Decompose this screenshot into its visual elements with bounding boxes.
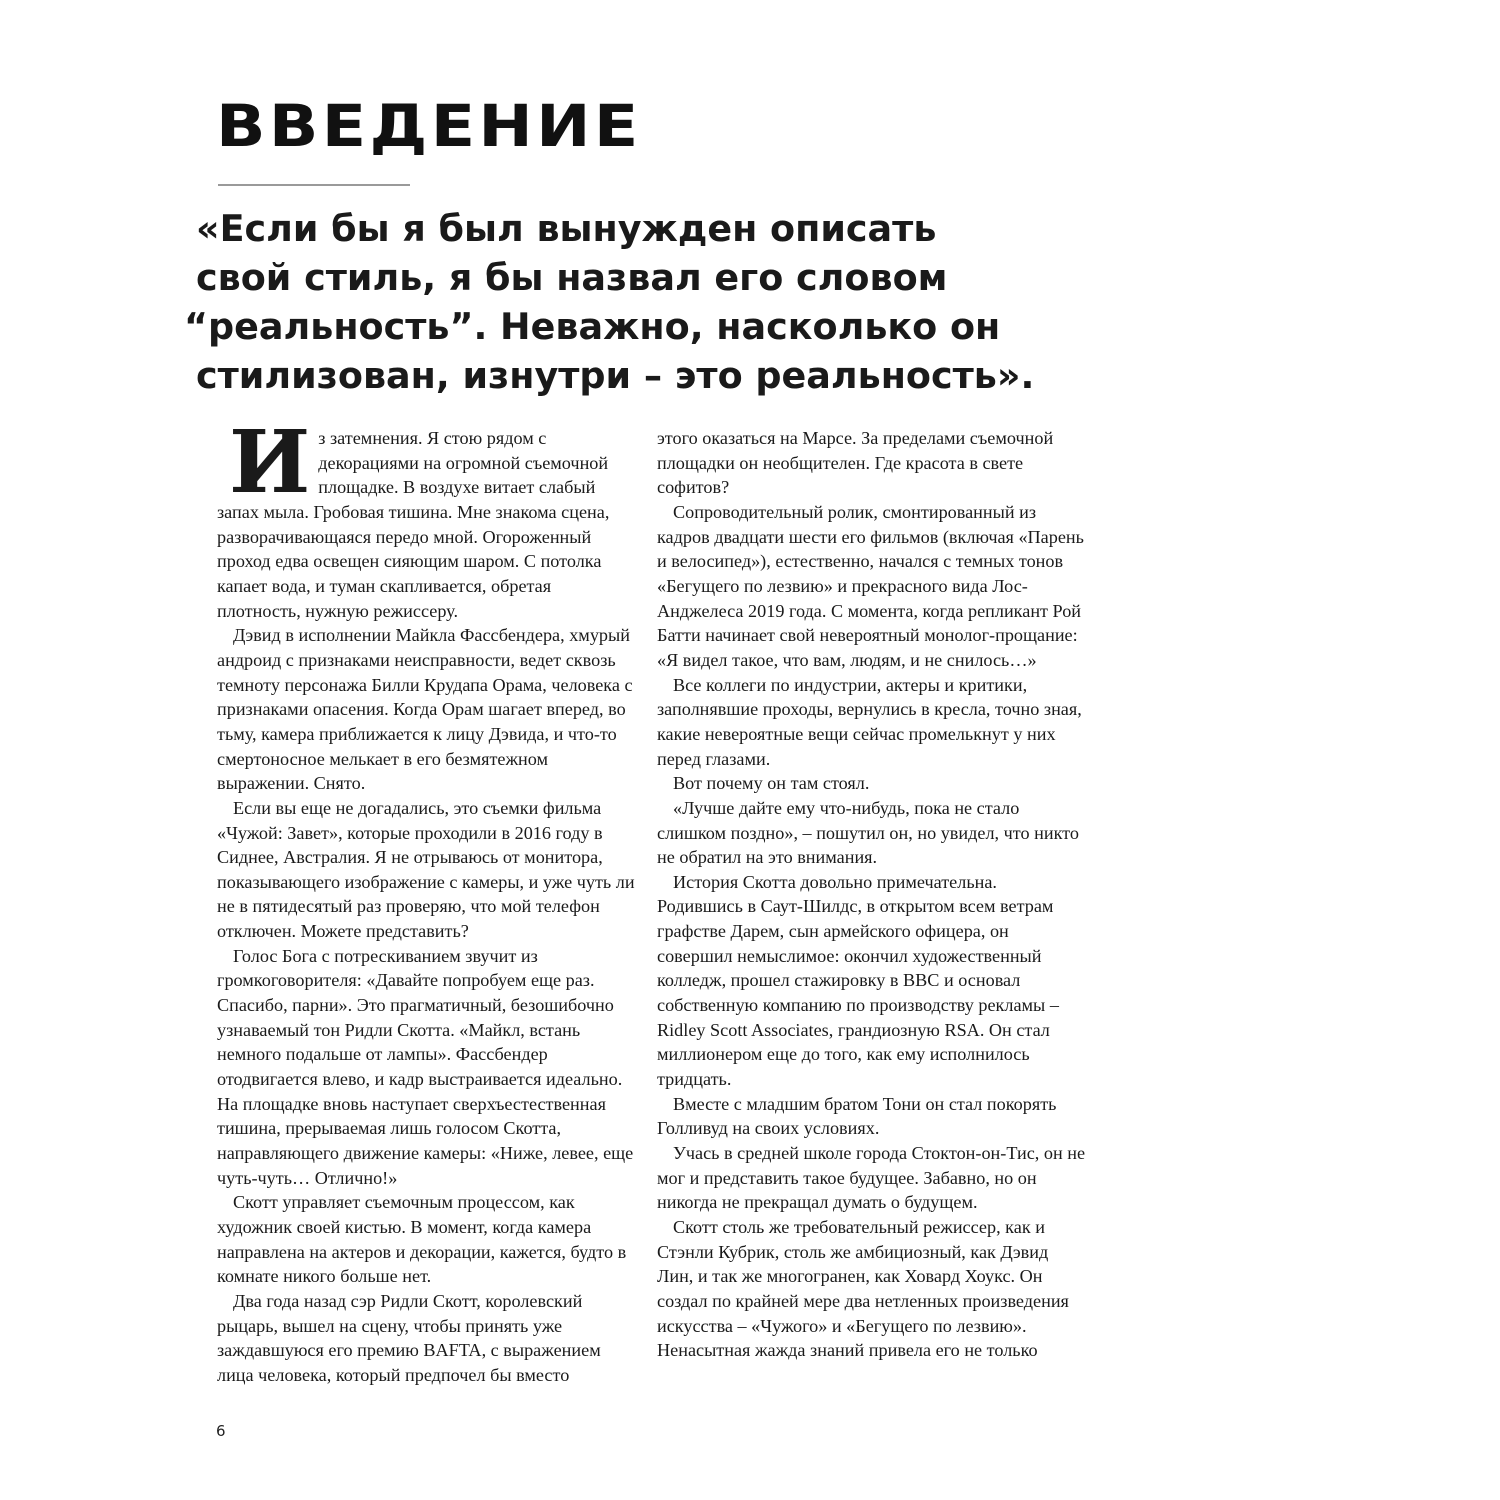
title-divider [218,184,410,186]
body-paragraph [217,412,637,623]
body-paragraph: Вместе с младшим братом Тони он стал покорять Голливуд на своих условиях. [657,1093,1057,1139]
page-number: 6 [216,1422,226,1440]
body-paragraph: Все коллеги по индустрии, актеры и критики, заполнявшие проходы, вернулись в кресла, точно зная, какие невероятные вещи сейчас промелькнут у них перед глазами. [657,674,1082,769]
pull-quote [184,204,1076,400]
text-column-left [217,412,637,1388]
body-paragraph: История Скотта довольно примечательна. Родившись в Саут-Шилдс, в открытом всем ветрам графстве Дарем, сын армейского офицера, он совершил немыслимое: окончил художественный колледж, прошел стажировку в BBC и основал собственную компанию по производству рекламы – Ridley Scott Associates, грандиозную RSA. Он стал миллионером еще до того, как ему исполнилось тридцать. [657,871,1059,1090]
drop-cap: И [229,412,311,513]
paragraph-text: з затемнения. Я стою рядом с декорациями на огромной съемочной площадке. В воздухе витает слабый запах мыла. Гробовая тишина. Мне знакома сцена, разворачивающаяся передо мной. Огороженный проход едва освещен сияющим шаром. С потолка капает вода, и туман скапливается, обретая плотность, нужную режиссеру. [217,428,610,621]
body-paragraph: «Лучше дайте ему что-нибудь, пока не стало слишком поздно», – пошутил он, но увидел, что никто не обратил на это внимания. [657,797,1079,868]
body-paragraph: Если вы еще не догадались, это съемки фильма «Чужой: Завет», которые проходили в 2016 году в Сиднее, Австралия. Я не отрываюсь от монитора, показывающего изображение с камеры, и уже чуть ли не в пятидесятый раз проверяю, что мой телефон отключен. Можете представить? [217,797,635,942]
body-paragraph: Скотт столь же требовательный режиссер, как и Стэнли Кубрик, столь же амбициозный, как Дэвид Лин, и так же многогранен, как Ховард Хоукс. Он создал по крайней мере два нетленных произведения искусства – «Чужого» и «Бегущего по лезвию». Ненасытная жажда знаний привела его не только [657,1217,1069,1361]
page-title: ВВЕДЕНИЕ [216,92,642,160]
body-paragraph: Учась в средней школе города Стоктон-он-Тис, он не мог и представить такое будущее. Забавно, но он никогда не прекращал думать о будущем. [657,1143,1086,1213]
body-paragraph: Два года назад сэр Ридли Скотт, королевский рыцарь, вышел на сцену, чтобы принять уже заждавшуюся его премию BAFTA, с выражением лица человека, который предпочел бы вместо [217,1290,601,1385]
text-column-right [657,426,1087,1363]
pull-quote-line: свой стиль, я бы назвал его словом [196,256,948,299]
pull-quote-line: «Если бы я был вынужден описать [196,207,937,250]
pull-quote-line: стилизован, изнутри – это реальность». [196,354,1035,397]
body-paragraph: Сопроводительный ролик, смонтированный из кадров двадцати шести его фильмов (включая «Парень и велосипед»), естественно, начался с темных тонов «Бегущего по лезвию» и прекрасного вида Лос-Анджелеса 2019 года. С момента, когда репликант Рой Батти начинает свой невероятный монолог-прощание: «Я видел такое, что вам, людям, и не снилось…» [657,501,1084,670]
body-paragraph: Вот почему он там стоял. [673,773,870,794]
body-paragraph: Дэвид в исполнении Майкла Фассбендера, хмурый андроид с признаками неисправности, ведет сквозь темноту персонажа Билли Крудапа Орама, человека с признаками опасения. Когда Орам шагает вперед, во тьму, камера приближается к лицу Дэвида, и что-то смертоносное мелькает в его безмятежном выражении. Снято. [217,625,633,794]
body-paragraph: Голос Бога с потрескиванием звучит из громкоговорителя: «Давайте попробуем еще раз. Спасибо, парни». Это прагматичный, безошибочно узнаваемый тон Ридли Скотта. «Майкл, встань немного подальше от лампы». Фассбендер отодвигается влево, и кадр выстраивается идеально. На площадке вновь наступает сверхъестественная тишина, прерываемая лишь голосом Скотта, направляющего движение камеры: «Ниже, левее, еще чуть-чуть… Отлично!» [217,945,634,1188]
body-paragraph: Скотт управляет съемочным процессом, как художник своей кистью. В момент, когда камера направлена на актеров и декорации, кажется, будто в комнате никого больше нет. [217,1192,627,1287]
body-paragraph: этого оказаться на Марсе. За пределами съемочной площадки он необщителен. Где красота в свете софитов? [657,428,1054,498]
pull-quote-line: “реальность”. Неважно, насколько он [184,305,1001,348]
